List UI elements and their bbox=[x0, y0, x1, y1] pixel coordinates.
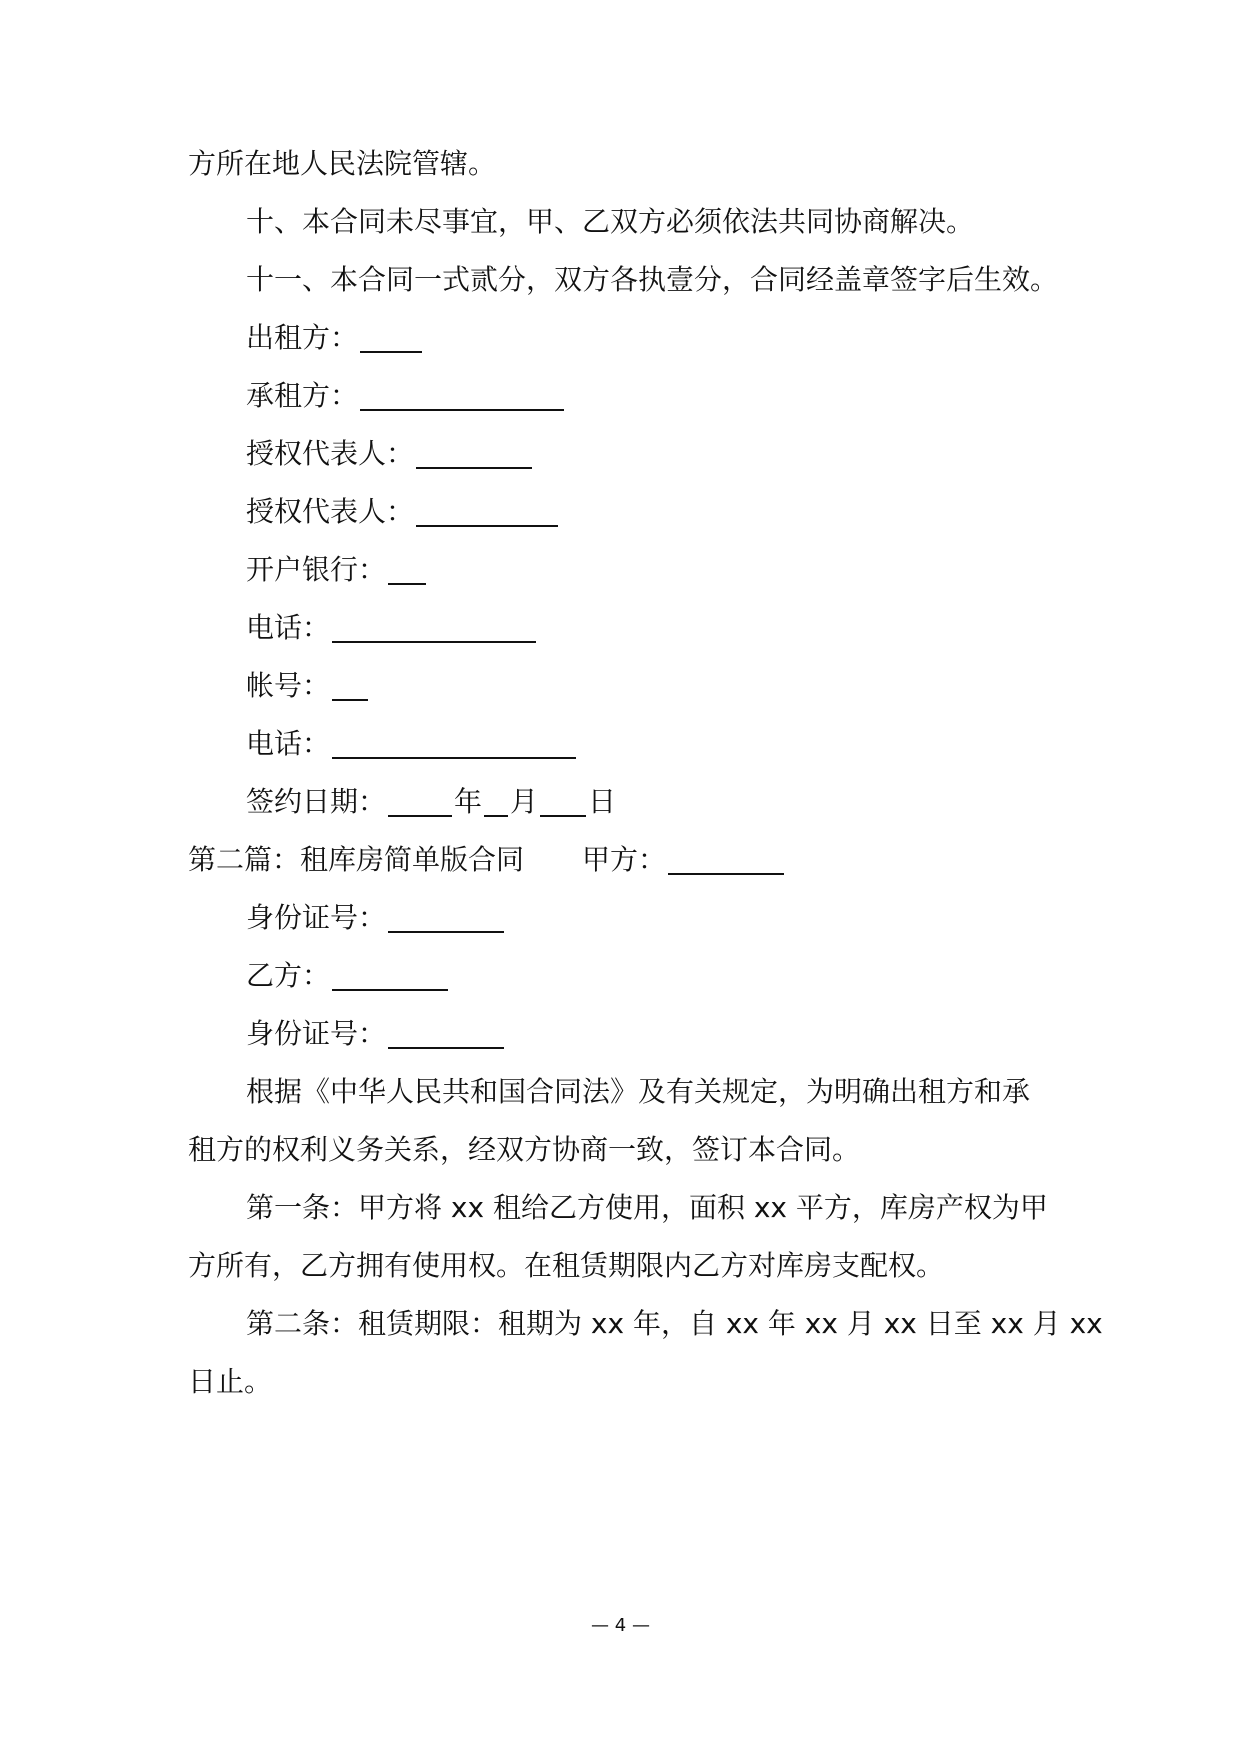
account-blank bbox=[332, 697, 368, 701]
id-number-blank bbox=[388, 929, 504, 933]
year-blank bbox=[388, 813, 452, 817]
day-blank bbox=[540, 813, 586, 817]
article-1-line-2 bbox=[188, 1242, 944, 1290]
lessee-blank bbox=[360, 407, 564, 411]
phone-label: 电话： bbox=[246, 611, 331, 644]
phone-line-2 bbox=[246, 720, 578, 768]
party-b-line bbox=[246, 952, 450, 1000]
year-label: 年 bbox=[454, 785, 483, 818]
article-2-text: 第二条：租赁期限：租期为 xx 年，自 xx 年 xx 月 xx 日至 xx 月 xx bbox=[246, 1307, 1103, 1340]
representative-label: 授权代表人： bbox=[246, 437, 415, 470]
lessor-blank bbox=[360, 349, 422, 353]
preamble-line-1 bbox=[246, 1068, 1030, 1116]
id-number-blank bbox=[388, 1045, 504, 1049]
id-number-label: 身份证号： bbox=[246, 1017, 387, 1050]
party-a-blank bbox=[668, 871, 784, 875]
preamble-text: 租方的权利义务关系，经双方协商一致，签订本合同。 bbox=[188, 1133, 861, 1166]
lessee-line bbox=[246, 372, 566, 420]
month-label: 月 bbox=[510, 785, 539, 818]
id-number-line-2 bbox=[246, 1010, 506, 1058]
paragraph-jurisdiction-end bbox=[188, 140, 496, 188]
clause-11 bbox=[246, 256, 1058, 304]
paragraph-text: 方所在地人民法院管辖。 bbox=[188, 147, 497, 180]
month-blank bbox=[484, 813, 508, 817]
signing-date-line bbox=[246, 778, 616, 826]
phone-blank bbox=[332, 639, 536, 643]
preamble-text: 根据《中华人民共和国合同法》及有关规定，为明确出租方和承 bbox=[246, 1075, 1031, 1108]
second-contract-heading: 第二篇：租库房简单版合同 bbox=[188, 843, 525, 876]
id-number-label: 身份证号： bbox=[246, 901, 387, 934]
preamble-line-2 bbox=[188, 1126, 860, 1174]
party-b-blank bbox=[332, 987, 448, 991]
representative-blank bbox=[416, 523, 558, 527]
clause-10 bbox=[246, 198, 974, 246]
account-label: 帐号： bbox=[246, 669, 331, 702]
article-2-line-1 bbox=[246, 1300, 1103, 1348]
party-a-label: 甲方： bbox=[582, 843, 667, 876]
signing-date-label: 签约日期： bbox=[246, 785, 387, 818]
id-number-line-1 bbox=[246, 894, 506, 942]
representative-label: 授权代表人： bbox=[246, 495, 415, 528]
phone-label: 电话： bbox=[246, 727, 331, 760]
phone-blank bbox=[332, 755, 576, 759]
second-contract-heading-line bbox=[188, 836, 786, 884]
bank-line bbox=[246, 546, 428, 594]
lessor-label: 出租方： bbox=[246, 321, 359, 354]
clause-text: 十、本合同未尽事宜，甲、乙双方必须依法共同协商解决。 bbox=[246, 205, 975, 238]
page-number: — 4 — bbox=[591, 1615, 650, 1636]
article-1-line-1 bbox=[246, 1184, 1048, 1232]
day-label: 日 bbox=[588, 785, 617, 818]
article-1-text: 方所有，乙方拥有使用权。在租赁期限内乙方对库房支配权。 bbox=[188, 1249, 945, 1282]
lessor-line bbox=[246, 314, 424, 362]
bank-label: 开户银行： bbox=[246, 553, 387, 586]
party-b-label: 乙方： bbox=[246, 959, 331, 992]
phone-line-1 bbox=[246, 604, 538, 652]
account-line bbox=[246, 662, 370, 710]
clause-text: 十一、本合同一式贰分，双方各执壹分，合同经盖章签字后生效。 bbox=[246, 263, 1059, 296]
representative-line-1 bbox=[246, 430, 534, 478]
article-2-text: 日止。 bbox=[188, 1365, 273, 1398]
article-1-text: 第一条：甲方将 xx 租给乙方使用，面积 xx 平方，库房产权为甲 bbox=[246, 1191, 1048, 1224]
representative-blank bbox=[416, 465, 532, 469]
lessee-label: 承租方： bbox=[246, 379, 359, 412]
article-2-line-2 bbox=[188, 1358, 272, 1406]
representative-line-2 bbox=[246, 488, 560, 536]
bank-blank bbox=[388, 581, 426, 585]
